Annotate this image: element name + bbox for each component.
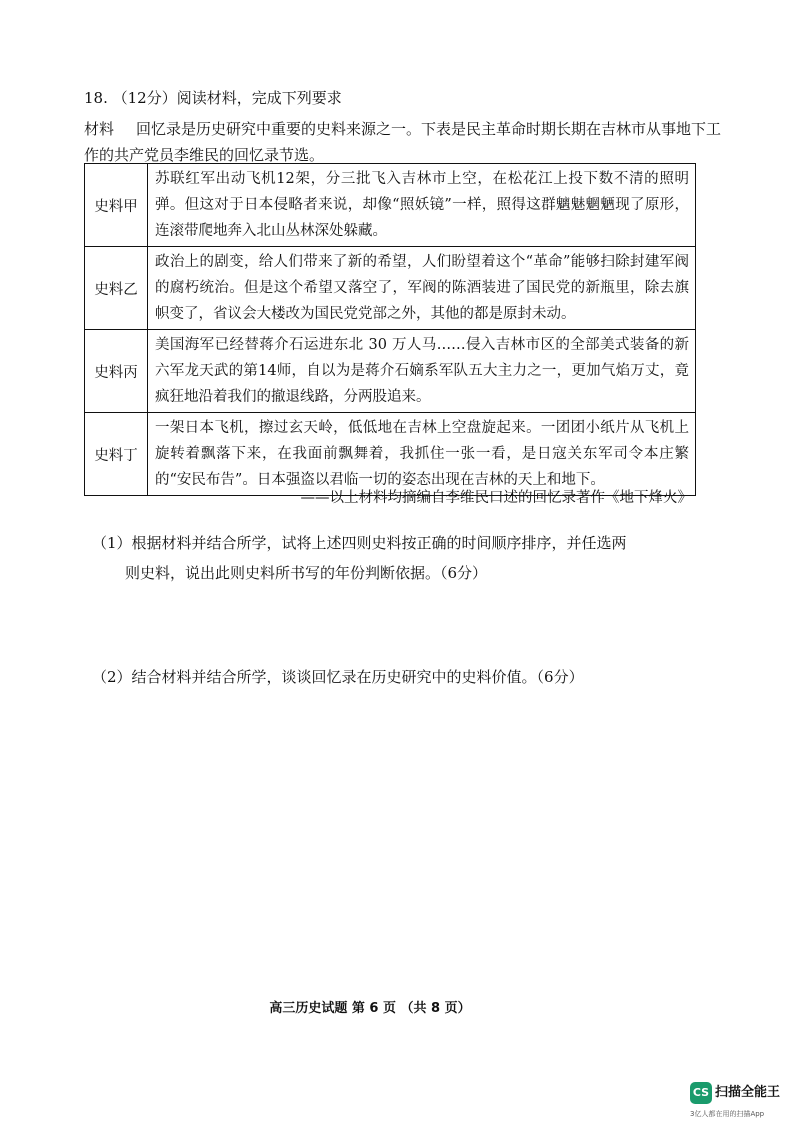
sub-question-1: [92, 528, 632, 588]
source-row: [85, 413, 696, 496]
source-row: [85, 247, 696, 330]
watermark-tagline: 3亿人都在用的扫描App: [690, 1110, 765, 1118]
question-title: 18. （12分）阅读材料，完成下列要求: [84, 89, 342, 107]
source-name: 史料丁: [85, 413, 148, 496]
material-label: 材料: [84, 120, 115, 138]
source-text: 美国海军已经替蒋介石运进东北 30 万人马……侵入吉林市区的全部美式装备的新六军龙天武的第14师，自以为是蒋介石嫡系军队五大主力之一，更加气焰万丈，竟疯狂地沿着我们的撤退线路，分两股追来。: [148, 330, 696, 413]
camscanner-logo-icon: CS: [690, 1082, 712, 1104]
material-intro: [84, 116, 724, 168]
source-text: 政治上的剧变，给人们带来了新的希望，人们盼望着这个“革命”能够扫除封建军阀的腐朽统治。但是这个希望又落空了，军阀的陈酒装进了国民党的新瓶里，除去旗帜变了，省议会大楼改为国民党党部之外，其他的都是原封未动。: [148, 247, 696, 330]
scanner-watermark: [690, 1082, 790, 1124]
source-citation: ——以上材料均摘编自李维民口述的回忆录著作《地下烽火》: [300, 490, 692, 506]
source-row: [85, 330, 696, 413]
source-name: 史料丙: [85, 330, 148, 413]
source-row: [85, 164, 696, 247]
material-intro-text: 回忆录是历史研究中重要的史料来源之一。下表是民主革命时期长期在吉林市从事地下工作的共产党员李维民的回忆录节选。: [84, 120, 722, 164]
source-text: 苏联红军出动飞机12架，分三批飞入吉林市上空，在松花江上投下数不清的照明弹。但这对于日本侵略者来说，却像“照妖镜”一样，照得这群魑魅魍魉现了原形，连滚带爬地奔入北山丛林深处躲藏。: [148, 164, 696, 247]
source-name: 史料甲: [85, 164, 148, 247]
watermark-app-name: 扫描全能王: [715, 1085, 781, 1100]
source-text: 一架日本飞机，擦过玄天岭，低低地在吉林上空盘旋起来。一团团小纸片从飞机上旋转着飘落下来，在我面前飘舞着，我抓住一张一看，是日寇关东军司令本庄繁的“安民布告”。日本强盗以君临一切的姿态出现在吉林的天上和地下。: [148, 413, 696, 496]
page-footer: 高三历史试题 第 6 页 （共 8 页）: [269, 1001, 471, 1016]
sources-table: [84, 163, 696, 496]
sub-question-2: （2）结合材料并结合所学，谈谈回忆录在历史研究中的史料价值。（6分）: [92, 668, 584, 686]
source-name: 史料乙: [85, 247, 148, 330]
sub-question-1-text: （1）根据材料并结合所学，试将上述四则史料按正确的时间顺序排序，并任选两则史料，说出此则史料所书写的年份判断依据。（6分）: [92, 534, 627, 582]
